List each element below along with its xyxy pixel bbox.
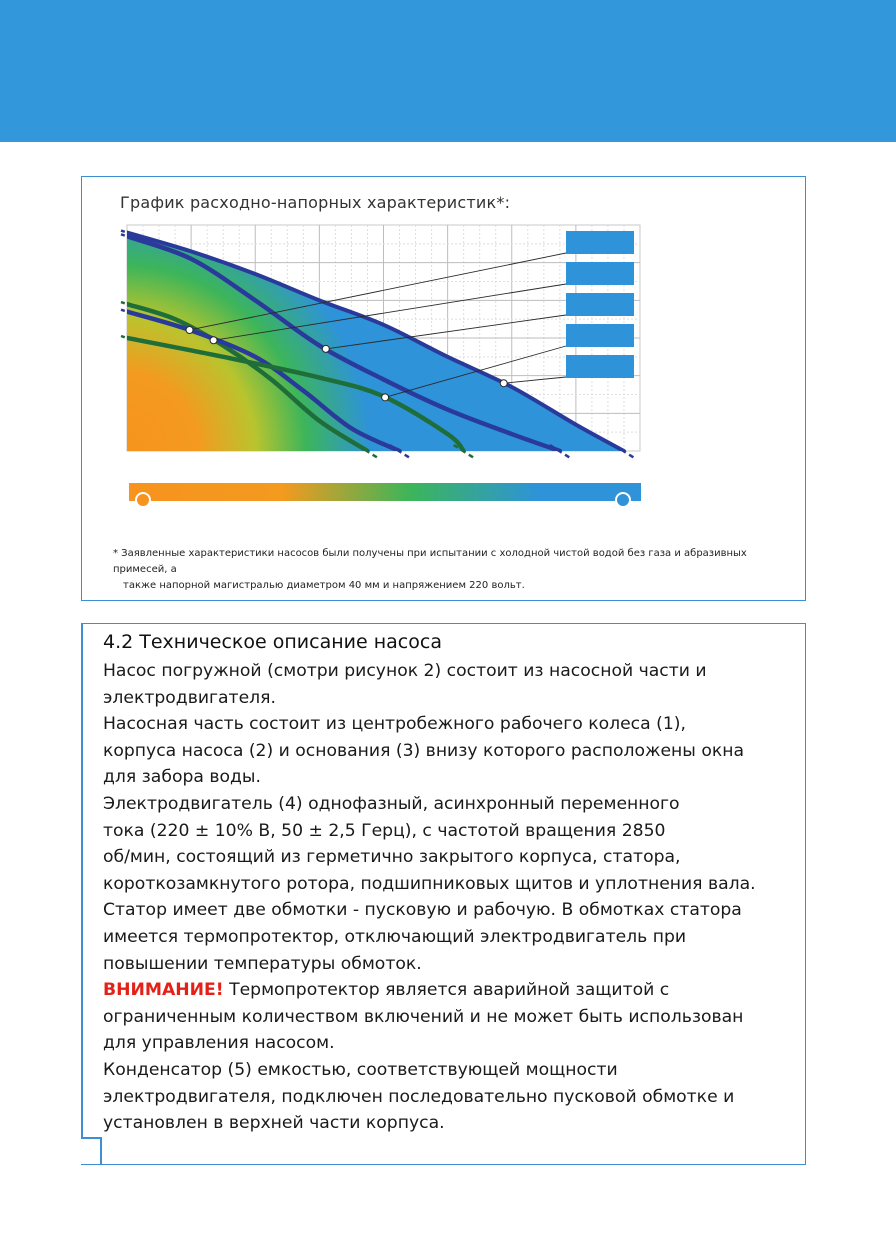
body-line: электродвигателя, подключен последовательно пусковой обмотке и (103, 1086, 735, 1107)
section-title: 4.2 Техническое описание насоса (103, 631, 442, 653)
callout-point (322, 345, 329, 352)
series-dash-start (121, 231, 127, 233)
body-line: установлен в верхней части корпуса. (103, 1113, 445, 1134)
header-bar (0, 0, 896, 142)
body-line: электродвигателя. (103, 687, 276, 708)
series-dash-start (121, 302, 127, 304)
scale-handle-left[interactable] (136, 493, 150, 507)
panel-border-step (81, 1137, 102, 1139)
callout-point (210, 337, 217, 344)
body-line: ограниченным количеством включений и не может быть использован (103, 1006, 744, 1027)
chart-title: График расходно-напорных характеристик*: (120, 193, 511, 212)
scale-handle-right[interactable] (616, 493, 630, 507)
curve-label-box-4 (566, 324, 634, 347)
body-line: корпуса насоса (2) и основания (3) внизу которого расположены окна (103, 740, 744, 761)
panel-border-left (81, 623, 83, 1138)
body-line: Конденсатор (5) емкостью, соответствующей мощности (103, 1059, 618, 1080)
body-line: тока (220 ± 10% В, 50 ± 2,5 Герц), с частотой вращения 2850 (103, 820, 666, 841)
section-body (103, 658, 803, 1137)
callout-point (382, 394, 389, 401)
body-line: для забора воды. (103, 767, 261, 788)
body-line: имеется термопротектор, отключающий электродвигатель при (103, 926, 687, 947)
curve-label-box-2 (566, 262, 634, 285)
body-line: повышении температуры обмоток. (103, 953, 422, 974)
footnote-line-1: * Заявленные характеристики насосов были получены при испытании с холодной чистой водой без газа и абразивных примесей, а (113, 548, 747, 575)
chart-panel (81, 176, 806, 601)
body-line: Насос погружной (смотри рисунок 2) состоит из насосной части и (103, 661, 707, 681)
series-dash-start (121, 310, 127, 312)
warning-label: ВНИМАНИЕ! (103, 980, 224, 1001)
panel-border-left-lower (100, 1138, 102, 1165)
body-line: Насосная часть состоит из центробежного рабочего колеса (1), (103, 714, 686, 735)
warning-text: Термопротектор является аварийной защитой с (223, 980, 670, 1001)
body-line: Электродвигатель (4) однофазный, асинхронный переменного (103, 793, 680, 814)
curve-label-box-1 (566, 231, 634, 254)
performance-chart (82, 177, 807, 602)
body-line: Статор имеет две обмотки - пусковую и рабочую. В обмотках статора (103, 900, 742, 921)
warning-paragraph (103, 977, 803, 1004)
series-dash-start (121, 234, 127, 236)
curve-label-box-3 (566, 293, 634, 316)
footnote-line-2: также напорной магистралью диаметром 40 мм и напряжением 220 вольт. (123, 580, 525, 591)
body-line: об/мин, состоящий из герметично закрытого корпуса, статора, (103, 847, 681, 868)
callout-point (186, 326, 193, 333)
curve-label-box-5 (566, 355, 634, 378)
series-dash-start (121, 336, 127, 338)
body-line: короткозамкнутого ротора, подшипниковых щитов и уплотнения вала. (103, 873, 756, 894)
body-line: для управления насосом. (103, 1033, 335, 1054)
chart-footnote (113, 546, 793, 594)
callout-point (500, 380, 507, 387)
color-scale-bar (129, 483, 641, 501)
